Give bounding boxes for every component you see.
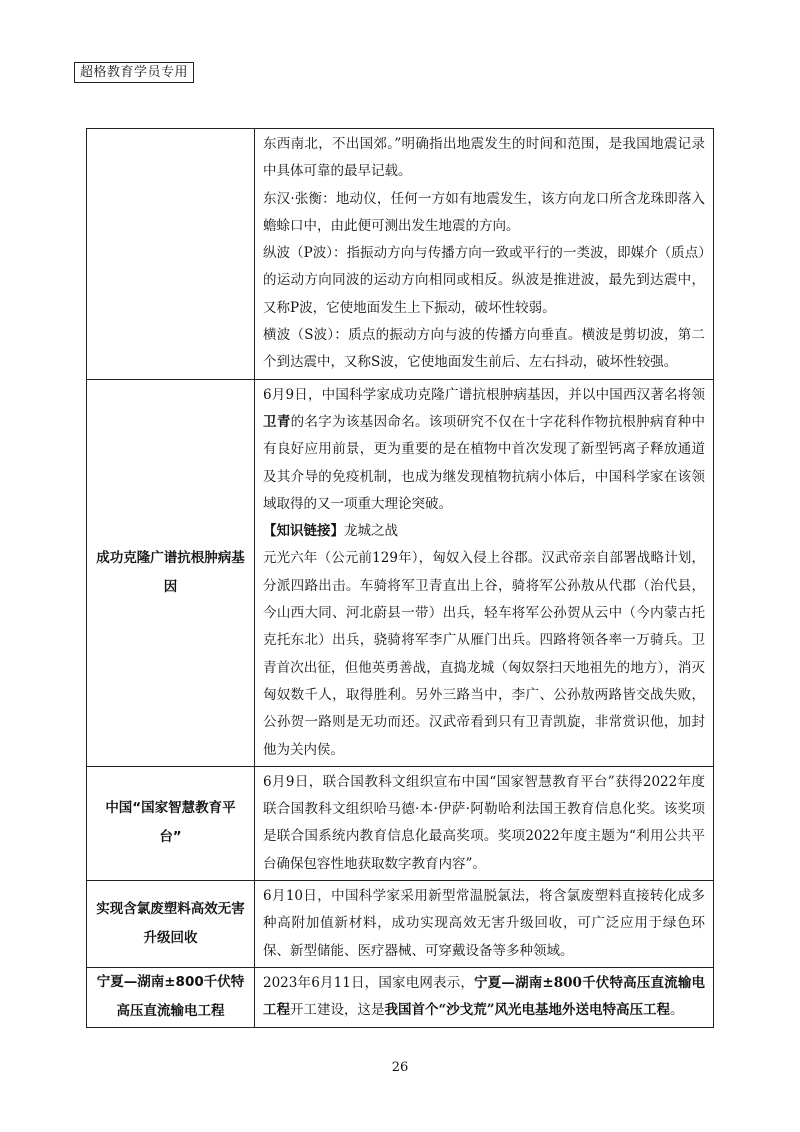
paragraph: 6月9日，联合国教科文组织宣布中国“国家智慧教育平台”获得2022年度联合国教科文组织哈马德·本·伊萨·阿勒哈利法国王教育信息化奖。该奖项是联合国系统内教育信息化最高奖项。奖项2022年度主题为“利用公共平台确保包容性地获取数字教育内容”。: [263, 773, 705, 872]
bold-segment: 我国首个“沙戈荒”风光电基地外送电特高压工程: [384, 1002, 671, 1019]
table-row: [87, 881, 714, 968]
text-segment: 开工建设，这是: [290, 1002, 385, 1019]
knowledge-link-label: 【知识链接】: [263, 523, 344, 540]
row-content: [255, 129, 714, 380]
table-row: [87, 766, 714, 880]
row-content: [255, 967, 714, 1027]
paragraph: 6月10日，中国科学家采用新型常温脱氯法，将含氯废塑料直接转化成多种高附加值新材料，成功实现高效无害升级回收，可广泛应用于绿色环保、新型储能、医疗器械、可穿戴设备等多种领域。: [263, 888, 705, 959]
paragraph: 纵波（P波）：指振动方向与传播方向一致或平行的一类波，即媒介（质点）的运动方向同波的运动方向相同或相反。纵波是推进波，最先到达震中，又称P波，它使地面发生上下振动，破坏性较弱。: [263, 245, 705, 316]
table-row: [87, 129, 714, 380]
paragraph: 横波（S波）：质点的振动方向与波的传播方向垂直。横波是剪切波，第二个到达震中，又称S波，它使地面发生前后、左右抖动，破坏性较强。: [263, 327, 705, 371]
row-topic: 中国“国家智慧教育平台”: [87, 766, 255, 880]
bold-segment: 宁夏—湖南±800千伏特高压直流输电工程: [263, 974, 705, 1019]
knowledge-link: [263, 518, 705, 545]
table-row: [87, 967, 714, 1027]
knowledge-link-title: 龙城之战: [344, 523, 398, 540]
table-row: [87, 379, 714, 766]
paragraph: 元光六年（公元前129年），匈奴入侵上谷郡。汉武帝亲自部署战略计划，分派四路出击。车骑将军卫青直出上谷，骑将军公孙敖从代郡（治代县，今山西大同、河北蔚县一带）出兵，轻车将军公孙贺从云中（今内蒙古托克托东北）出兵，骁骑将军李广从雁门出兵。四路将领各率一万骑兵。卫青首次出征，但他英勇善战，直捣龙城（匈奴祭扫天地祖先的地方），消灭匈奴数千人，取得胜利。另外三路当中，李广、公孙敖两路皆交战失败，公孙贺一路则是无功而还。汉武帝看到只有卫青凯旋，非常赏识他，加封他为关内侯。: [263, 550, 705, 758]
row-content: [255, 379, 714, 766]
text-segment: 的名字为该基因命名。该项研究不仅在十字花科作物抗根肿病育种中有良好应用前景，更为重要的是在植物中首次发现了新型钙离子释放通道及其介导的免疫机制，也成为继发现植物抗病小体后，中国科学家在该领域取得的又一项重大理论突破。: [263, 413, 706, 512]
bold-segment: 卫青: [263, 413, 291, 430]
paragraph: [263, 382, 705, 518]
page-number: 26: [391, 1060, 409, 1075]
text-segment: 6月9日，中国科学家成功克隆广谱抗根肿病基因，并以中国西汉著名将领: [263, 386, 705, 403]
row-topic: [87, 129, 255, 380]
header-tag: 超格教育学员专用: [74, 62, 194, 83]
paragraph: 东汉·张衡：地动仪，任何一方如有地震发生，该方向龙口所含龙珠即落入蟾蜍口中，由此便可测出发生地震的方向。: [263, 190, 705, 234]
paragraph: [263, 970, 705, 1025]
paragraph: 东西南北，不出国郊。”明确指出地震发生的时间和范围，是我国地震记录中具体可靠的最早记载。: [263, 136, 705, 180]
content-table: [86, 128, 714, 1028]
text-segment: 2023年6月11日，国家电网表示，: [263, 974, 475, 991]
row-topic: 宁夏—湖南±800千伏特高压直流输电工程: [87, 967, 255, 1027]
row-topic: 成功克隆广谱抗根肿病基因: [87, 379, 255, 766]
row-content: [255, 881, 714, 968]
row-topic: 实现含氯废塑料高效无害升级回收: [87, 881, 255, 968]
row-content: [255, 766, 714, 880]
text-segment: 。: [670, 1002, 684, 1019]
